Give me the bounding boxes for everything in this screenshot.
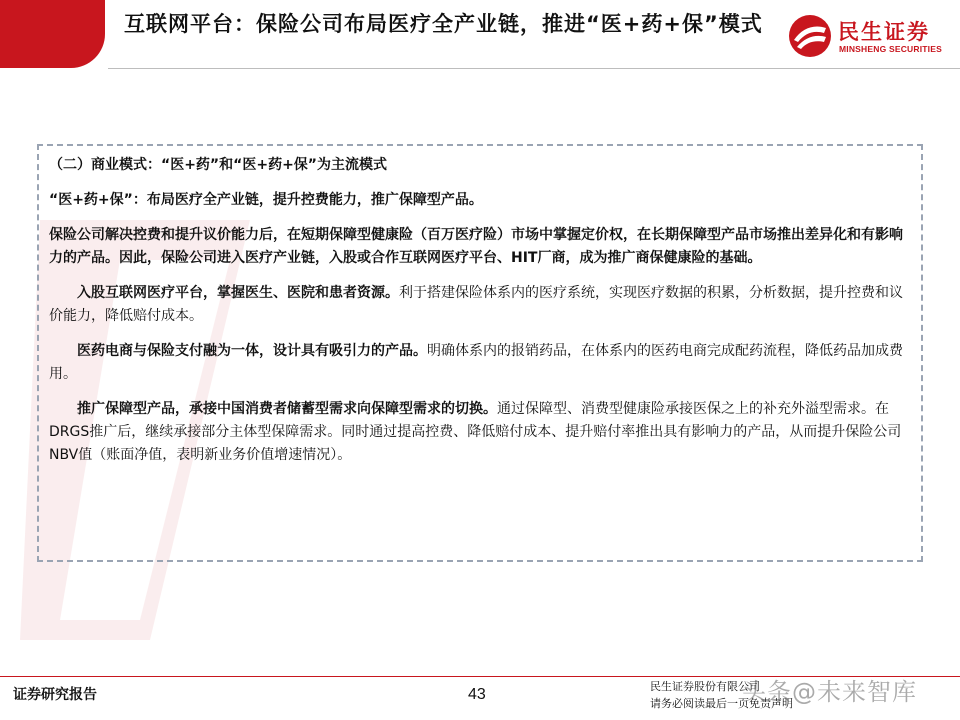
point-paragraph [49, 340, 911, 386]
header-red-tab [0, 0, 105, 68]
point-paragraph [49, 398, 911, 467]
disclaimer-link[interactable]: 请务必阅读最后一页免责声明 [650, 697, 793, 710]
section-subtitle: “医+药+保”：布局医疗全产业链，提升控费能力，推广保障型产品。 [49, 192, 483, 208]
point-paragraph [49, 282, 911, 328]
point-body: 利于搭建保险体系内的医疗系统，实现医疗数据的积累，分析数据，提升控费和议价能力，降低赔付成本。 [49, 285, 903, 324]
overlay-watermark-text: 头条@未来智库 [742, 678, 917, 706]
page-title: 互联网平台：保险公司布局医疗全产业链，推进“医+药+保”模式 [124, 12, 763, 36]
section-title: （二）商业模式：“医+药”和“医+药+保”为主流模式 [49, 157, 387, 173]
report-label: 证券研究报告 [13, 687, 97, 703]
point-body: 通过保障型、消费型健康险承接医保之上的补充外溢型需求。在DRGS推广后，继续承接部分主体型保障需求。同时通过提高控费、降低赔付成本、提升赔付率推出具有影响力的产品，从而提升保险公司NBV值（账面净值，表明新业务价值增速情况）。 [49, 401, 902, 463]
intro-paragraph: 保险公司解决控费和提升议价能力后，在短期保障型健康险（百万医疗险）市场中掌握定价权，在长期保障型产品市场推出差异化和有影响力的产品。因此，保险公司进入医疗产业链，入股或合作互联网医疗平台、HIT厂商，成为推广商保健康险的基础。 [49, 227, 903, 266]
point-lead: 入股互联网医疗平台，掌握医生、医院和患者资源。 [77, 285, 399, 301]
company-line: 民生证券股份有限公司 [650, 680, 760, 693]
point-body: 明确体系内的报销药品，在体系内的医药电商完成配药流程，降低药品加成费用。 [49, 343, 903, 382]
point-lead: 推广保障型产品，承接中国消费者储蓄型需求向保障型需求的切换。 [77, 401, 497, 417]
header-divider [108, 68, 960, 69]
minsheng-logo [788, 14, 958, 62]
content-box [37, 144, 923, 562]
logo-name-en: MINSHENG SECURITIES [839, 44, 942, 54]
minsheng-logo-icon [788, 14, 832, 58]
point-lead: 医药电商与保险支付融为一体，设计具有吸引力的产品。 [77, 343, 427, 359]
logo-name-cn: 民生证券 [838, 20, 930, 44]
page-number: 43 [468, 686, 486, 703]
